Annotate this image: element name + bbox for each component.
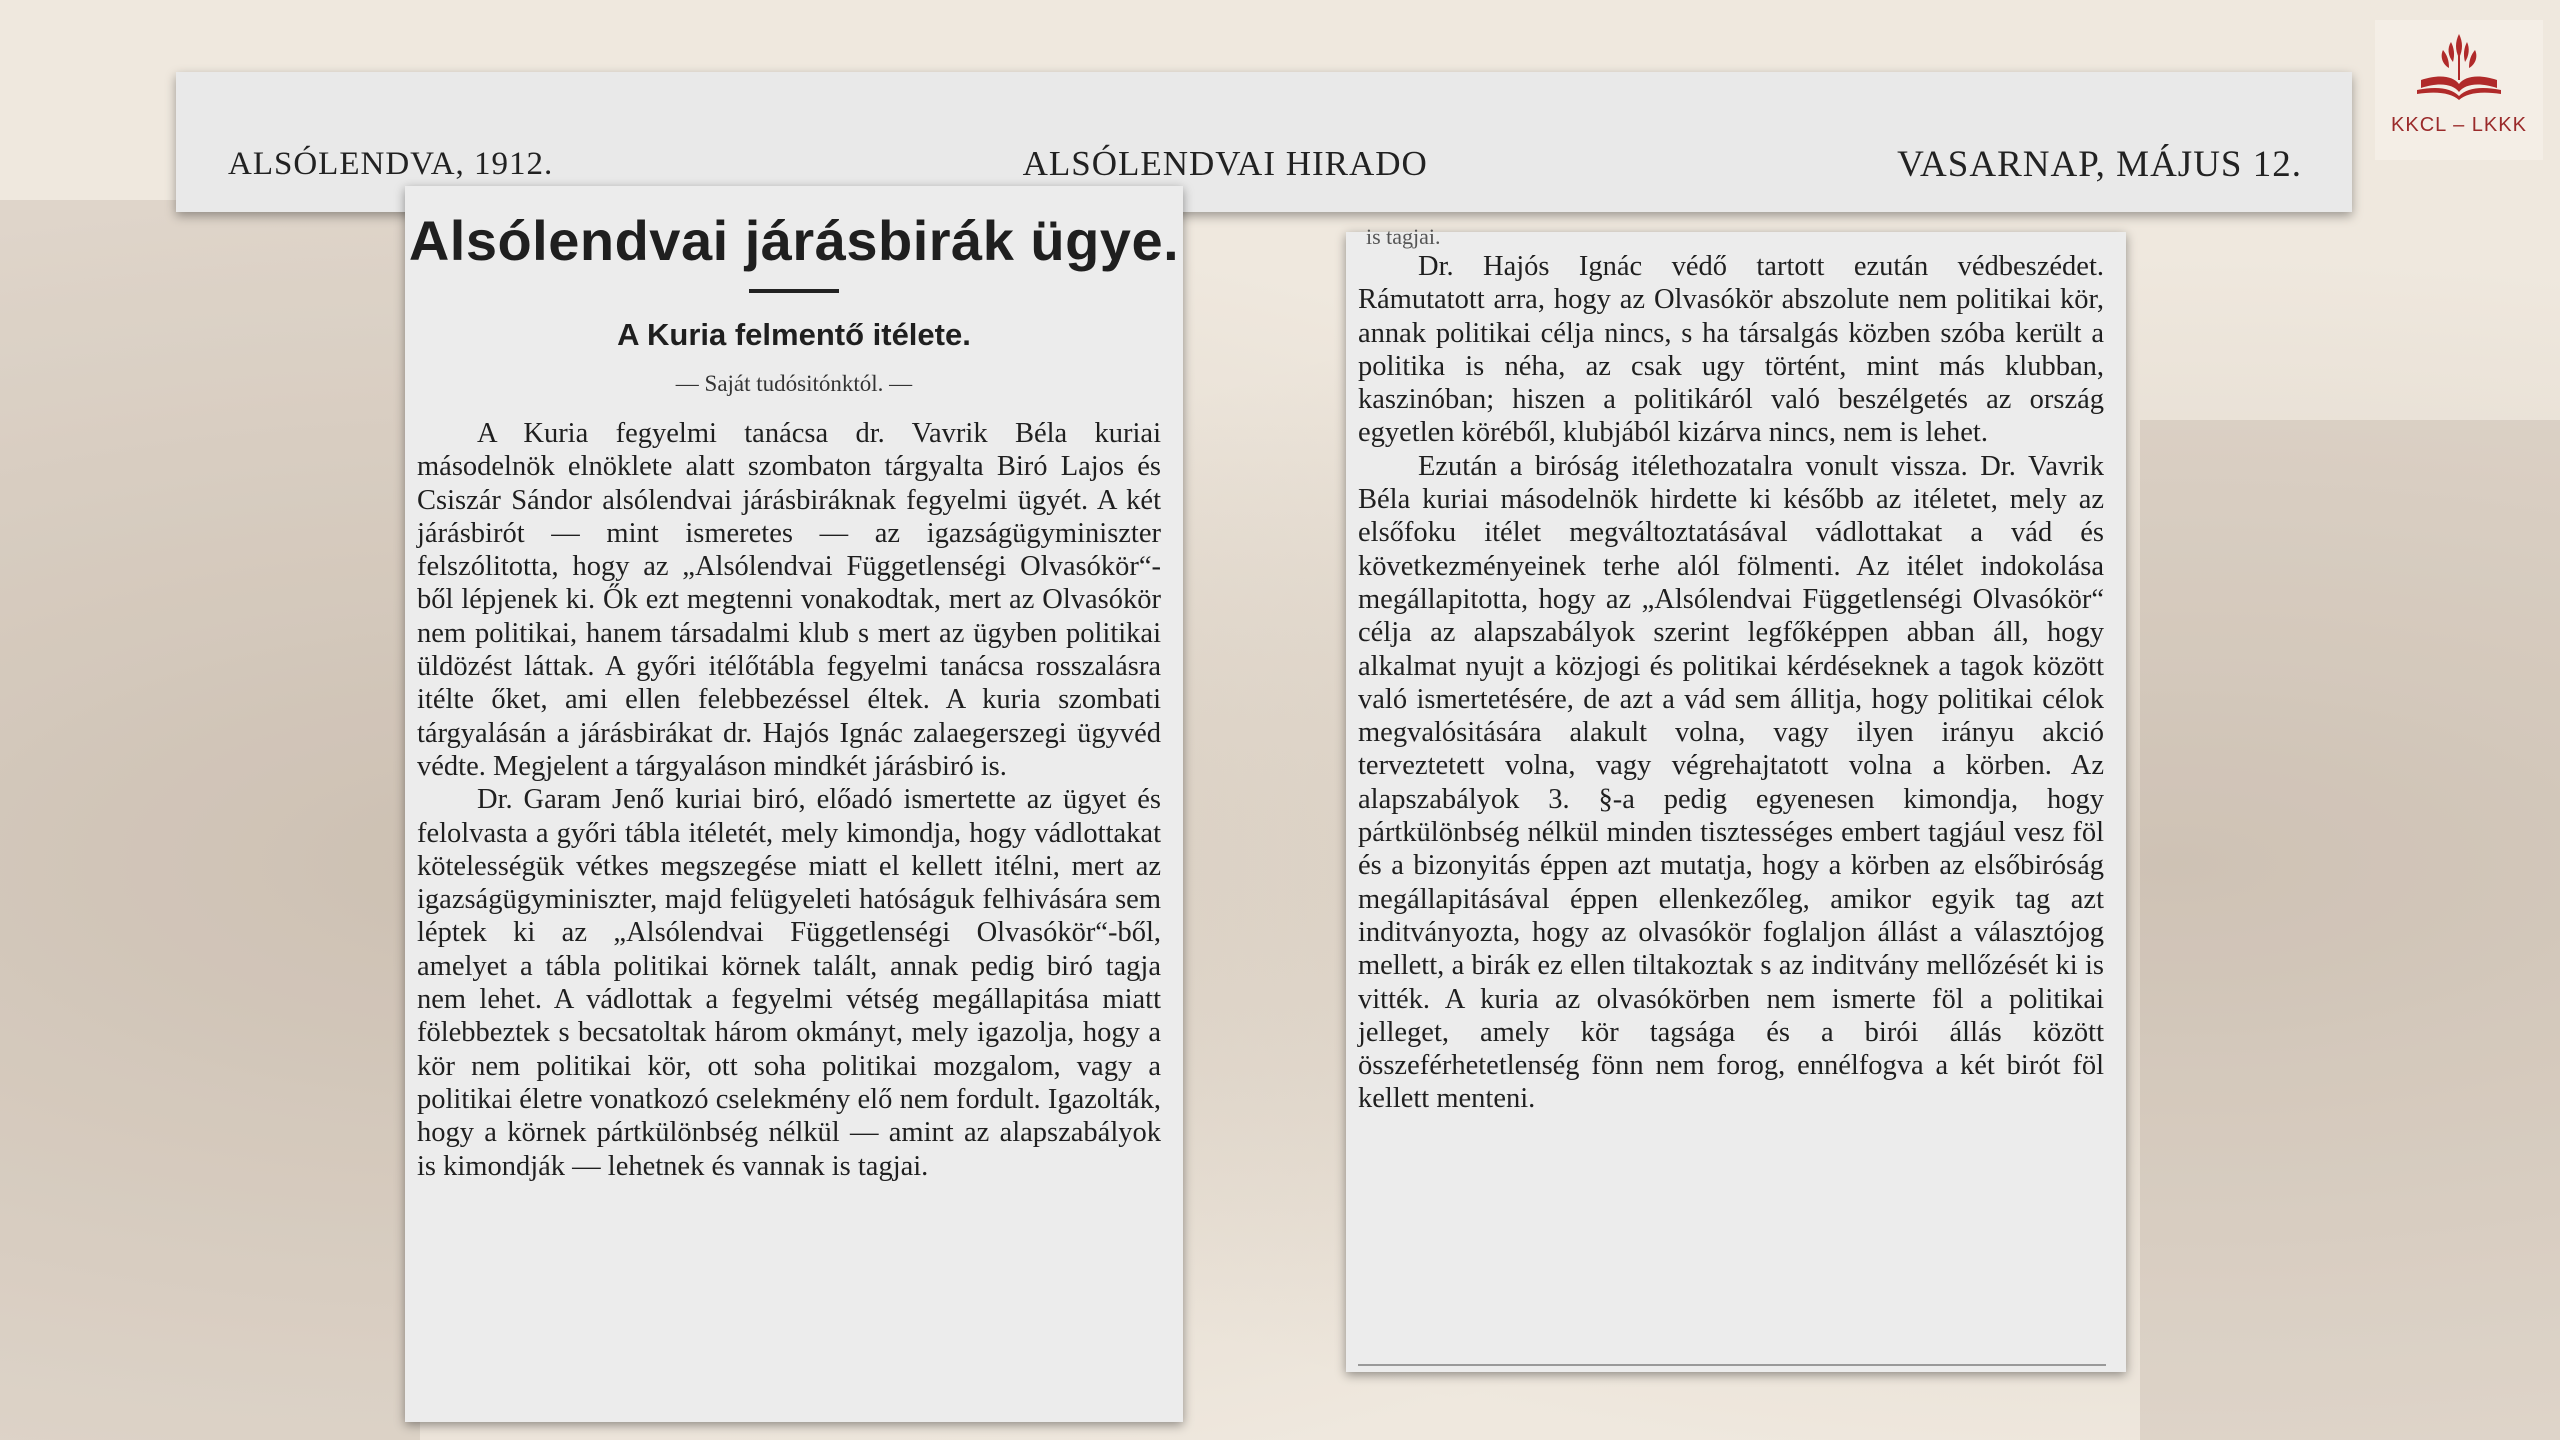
- header-newspaper-name: ALSÓLENDVAI HIRADO: [1022, 144, 1428, 183]
- article-title: Alsólendvai járásbirák ügye.: [408, 209, 1180, 272]
- logo-text: KKCL – LKKK: [2391, 114, 2527, 136]
- book-wheat-icon: [2411, 28, 2507, 112]
- article-column-right: [1346, 224, 2126, 1372]
- paragraph-3: Dr. Hajós Ignác védő tartott ezután védbeszédet. Rámutatott arra, hogy az Olvasókör abszolute nem politikai kör, annak politikai célja nincs, s ha társalgás közben szóba került a politika is néha, az csak ugy történt, mint más klubban, kaszinóban; hiszen a politikáról való beszélgetés az ország egyetlen köréből, klubjából kizárva nincs, nem is lehet.: [1358, 251, 2104, 449]
- kkcl-logo: [2375, 20, 2543, 160]
- background-building-left: [0, 200, 420, 1440]
- paragraph-4: Ezután a biróság itélethozatalra vonult vissza. Dr. Vavrik Béla kuriai másodelnök hirdette ki később az itéletet, mely az elsőfoku itélet megváltoztatásával vádlottakat a vád és következményeinek terhe alól fölmenti. Az itélet indokolása megállapitotta, hogy az „Alsólendvai Függetlenségi Olvasókör“ célja az alapszabályok szerint legfőképpen abban áll, hogy alkalmat nyujt a közjogi és politikai kérdéseknek a tagok között való ismertetésére, de azt a vád sem állitja, hogy politikai célok megvalósitására alakult volna, vagy ilyen irányu akció terveztetett volna, vagy végrehajtatott volna a körben. Az alapszabályok 3. §-a pedig egyenesen kimondja, hogy pártkülönbség nélkül minden tisztességes embert tagjául vesz föl és a bizonyitás éppen azt mutatja, hogy a körben az elsőbiróság megállapitásával éppen ellenkezőleg, amikor egyik tag azt inditványozta, hogy az olvasókör foglaljon állást a választójog mellett, a birák ez ellen tiltakoztak s az inditvány mellőzését ki is vitték. A kuria az olvasókörben nem ismerte föl a politikai jelleget, amely kör tagsága és a birói állás között összeférhetetlenség fönn nem forog, ennélfogva a két birót föl kellett menteni.: [1358, 450, 2104, 1115]
- article-subtitle: A Kuria felmentő itélete.: [617, 317, 971, 352]
- header-place-year: ALSÓLENDVA, 1912.: [228, 145, 554, 182]
- header-date: VASARNAP, MÁJUS 12.: [1897, 143, 2302, 185]
- column-end-rule: [1358, 1364, 2106, 1366]
- title-rule: [749, 289, 839, 293]
- background-building-right: [2140, 420, 2560, 1440]
- article-body-right: [1358, 250, 2104, 1116]
- paragraph-2: Dr. Garam Jenő kuriai biró, előadó ismertette az ügyet és felolvasta a győri tábla itéletét, mely kimondja, hogy vádlottakat kötelességük vétkes megszegése miatt el kellett itélni, mert az igazságügyminiszter, majd felügyeleti hatóságuk felhivására sem léptek ki az „Alsólendvai Függetlenségi Olvasókör“-ből, amelyet a tábla politikai körnek talált, annak pedig biró tagja nem lehet. A vádlottak a fegyelmi vétség megállapitása miatt fölebbeztek s becsatoltak három okmányt, mely igazolja, hogy a kör nem politikai kör, ott soha politikai mozgalom, vagy a politikai életre vonatkozó cselekmény elő nem fordult. Igazolták, hogy a körnek pártkülönbség nélkül — amint az alapszabályok is kimondják — lehetnek és vannak is tagjai.: [417, 784, 1161, 1182]
- article-body-left: [417, 417, 1161, 1183]
- article-byline: — Saját tudósitónktól. —: [675, 371, 913, 396]
- paragraph-1: A Kuria fegyelmi tanácsa dr. Vavrik Béla kuriai másodelnök elnöklete alatt szombaton tárgyalta Biró Lajos és Csiszár Sándor alsólendvai járásbiráknak fegyelmi ügyét. A két járásbirót — mint ismeretes — az igazságügyminiszter felszólitotta, hogy az „Alsólendvai Függetlenségi Olvasókör“-ből lépjenek ki. Ők ezt megtenni vonakodtak, mert az Olvasókör nem politikai, hanem társadalmi klub s mert az ügyben politikai üldözést láttak. A győri itélőtábla fegyelmi tanácsa rosszalásra itélte őket, ami ellen felebbezéssel éltek. A kuria szombati tárgyalásán a járásbirákat dr. Hajós Ignác zalaegerszegi ügyvéd védte. Megjelent a tárgyaláson mindkét járásbiró is.: [417, 418, 1161, 782]
- cut-off-line: is tagjai.: [1366, 224, 1441, 249]
- article-column-left: [405, 186, 1183, 1422]
